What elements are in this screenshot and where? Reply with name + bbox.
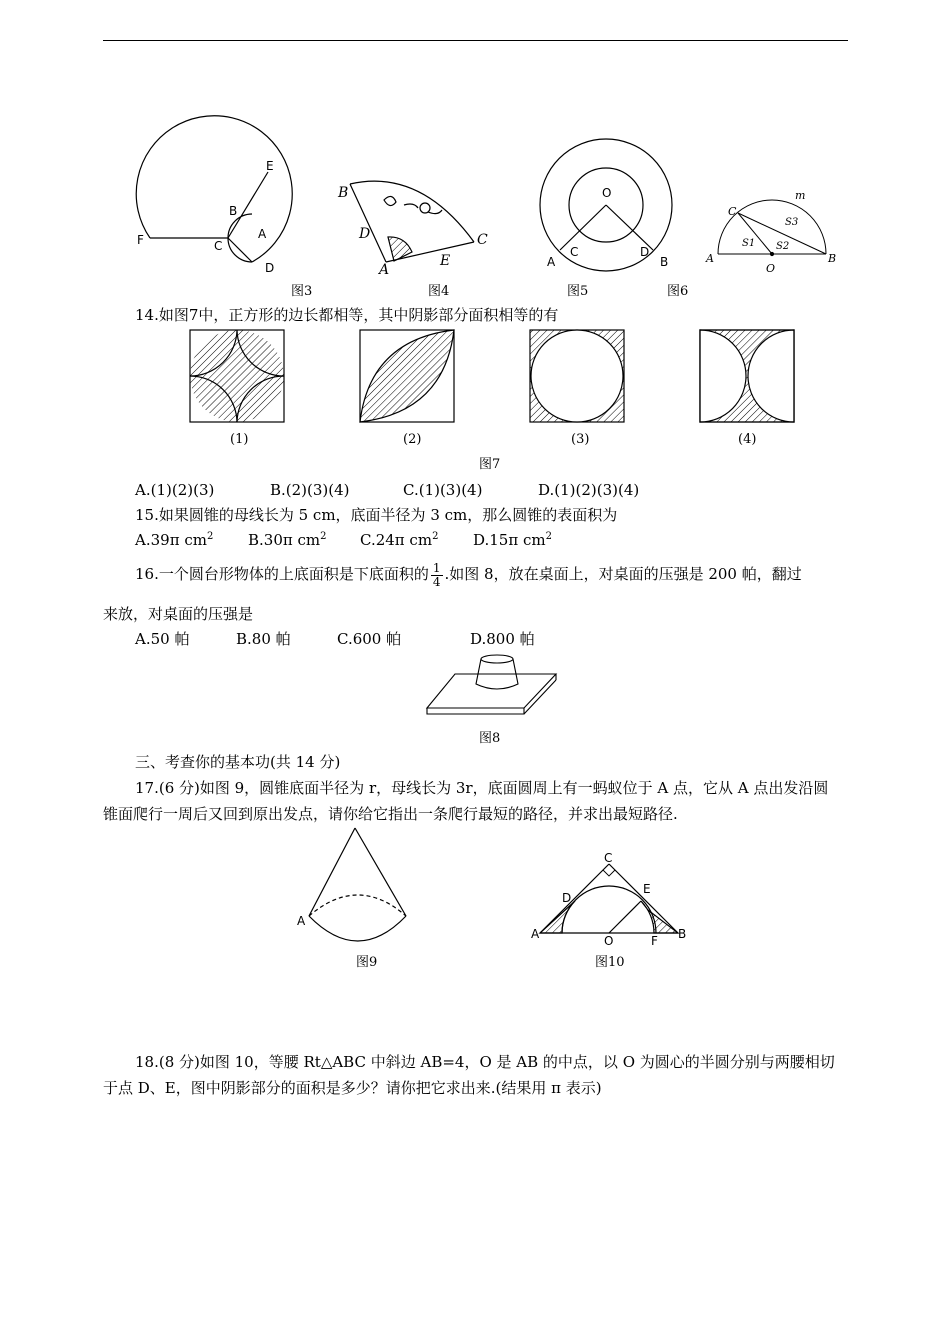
fig3-label-E: E [266, 159, 274, 173]
fig5-label-C: C [570, 245, 579, 259]
fig4-label-C: C [477, 232, 488, 248]
q14-option-b: B.(2)(3)(4) [270, 481, 350, 499]
caption-fig9: 图9 [356, 955, 378, 970]
fig4-label-B: B [338, 185, 349, 201]
fig7-sublabel-3: (3) [571, 432, 590, 447]
fig4-label-D: D [359, 226, 371, 242]
fig3-label-A: A [258, 227, 267, 241]
fig6-label-B: B [828, 252, 837, 265]
fig4-label-A: A [379, 262, 390, 278]
fig5-label-O: O [602, 186, 612, 200]
figure-8 [427, 655, 556, 714]
fig5-label-B: B [660, 255, 669, 269]
figure-7-2 [360, 330, 454, 422]
q15-option-c: C.24π $cm^2$ [360, 531, 439, 549]
q14-option-c: C.(1)(3)(4) [403, 481, 483, 499]
fig7-sublabel-1: (1) [230, 432, 249, 447]
figure-4 [350, 181, 474, 262]
fig6-label-S2: S2 [776, 241, 790, 252]
fig3-label-D: D [265, 261, 275, 275]
q16-option-d: D.800 帕 [470, 630, 535, 648]
caption-fig10: 图10 [595, 955, 625, 970]
fig5-label-D: D [640, 245, 650, 259]
fig4-label-E: E [440, 253, 451, 269]
fig6-label-A: A [706, 252, 714, 265]
section-3-heading: 三、考查你的基本功(共 14 分) [135, 753, 341, 771]
fig10-label-D: D [562, 891, 572, 905]
fig10-label-A: A [531, 927, 540, 941]
figure-9 [309, 828, 406, 941]
fig6-label-O: O [766, 262, 776, 275]
q18-line1: 18.(8 分)如图 10，等腰 Rt△ABC 中斜边 AB=4，O 是 AB 的中点，以 O 为圆心的半圆分别与两腰相切 [135, 1053, 835, 1071]
caption-fig4: 图4 [428, 284, 450, 299]
caption-fig5: 图5 [567, 284, 589, 299]
caption-fig3: 图3 [291, 284, 313, 299]
figure-5 [540, 139, 672, 271]
fig10-label-F: F [651, 934, 658, 948]
q17-line1: 17.(6 分)如图 9，圆锥底面半径为 r，母线长为 3r，底面圆周上有一蚂蚁位于 A 点，它从 A 点出发沿圆 [135, 779, 829, 797]
caption-fig6: 图6 [667, 284, 689, 299]
q15-stem: 15.如果圆锥的母线长为 5 cm，底面半径为 3 cm，那么圆锥的表面积为 [135, 506, 618, 524]
fig10-label-O: O [604, 934, 614, 948]
fig7-sublabel-2: (2) [403, 432, 422, 447]
q14-option-d: D.(1)(2)(3)(4) [538, 481, 640, 499]
fig7-sublabel-4: (4) [738, 432, 757, 447]
caption-fig8: 图8 [479, 731, 501, 746]
caption-fig7: 图7 [479, 457, 501, 472]
q15-option-b: B.30π $cm^2$ [248, 531, 327, 549]
fig3-label-C: C [214, 239, 223, 253]
figure-10 [540, 864, 678, 933]
figure-7-4 [700, 330, 794, 422]
fig3-label-B: B [229, 204, 238, 218]
figure-7-1 [190, 330, 284, 422]
fig6-label-C: C [728, 205, 737, 218]
fig6-label-S1: S1 [742, 238, 756, 249]
q15-option-d: D.15π $cm^2$ [473, 531, 552, 549]
q16-option-b: B.80 帕 [236, 630, 291, 648]
fig9-label-A: A [297, 914, 306, 928]
fig6-label-S3: S3 [785, 217, 799, 228]
fig10-label-E: E [643, 882, 651, 896]
fig3-label-F: F [137, 233, 144, 247]
q16-fraction: $\frac{1}{4}$ [432, 560, 441, 589]
fig5-label-A: A [547, 255, 556, 269]
fig10-label-C: C [604, 851, 613, 865]
fig10-label-B: B [678, 927, 687, 941]
q16-option-a: A.50 帕 [135, 630, 190, 648]
q16-stem: 16.一个圆台形物体的上底面积是下底面积的 $\frac{1}{4}$ .如图 8，放在桌面上，对桌面的压强是 200 帕，翻过 [135, 560, 802, 589]
q15-option-a: A.39π $cm^2$ [135, 531, 214, 549]
fig6-label-m: m [795, 189, 806, 202]
q14-stem: 14.如图7中，正方形的边长都相等，其中阴影部分面积相等的有 [135, 306, 559, 324]
q16-option-c: C.600 帕 [337, 630, 402, 648]
q14-option-a: A.(1)(2)(3) [135, 481, 215, 499]
figure-7-3 [530, 330, 624, 422]
q16-stem-line2: 来放，对桌面的压强是 [103, 605, 254, 623]
q17-line2: 锥面爬行一周后又回到原出发点，请你给它指出一条爬行最短的路径，并求出最短路径. [103, 805, 678, 823]
q18-line2: 于点 D、E，图中阴影部分的面积是多少？请你把它求出来.(结果用 π 表示) [103, 1079, 602, 1097]
